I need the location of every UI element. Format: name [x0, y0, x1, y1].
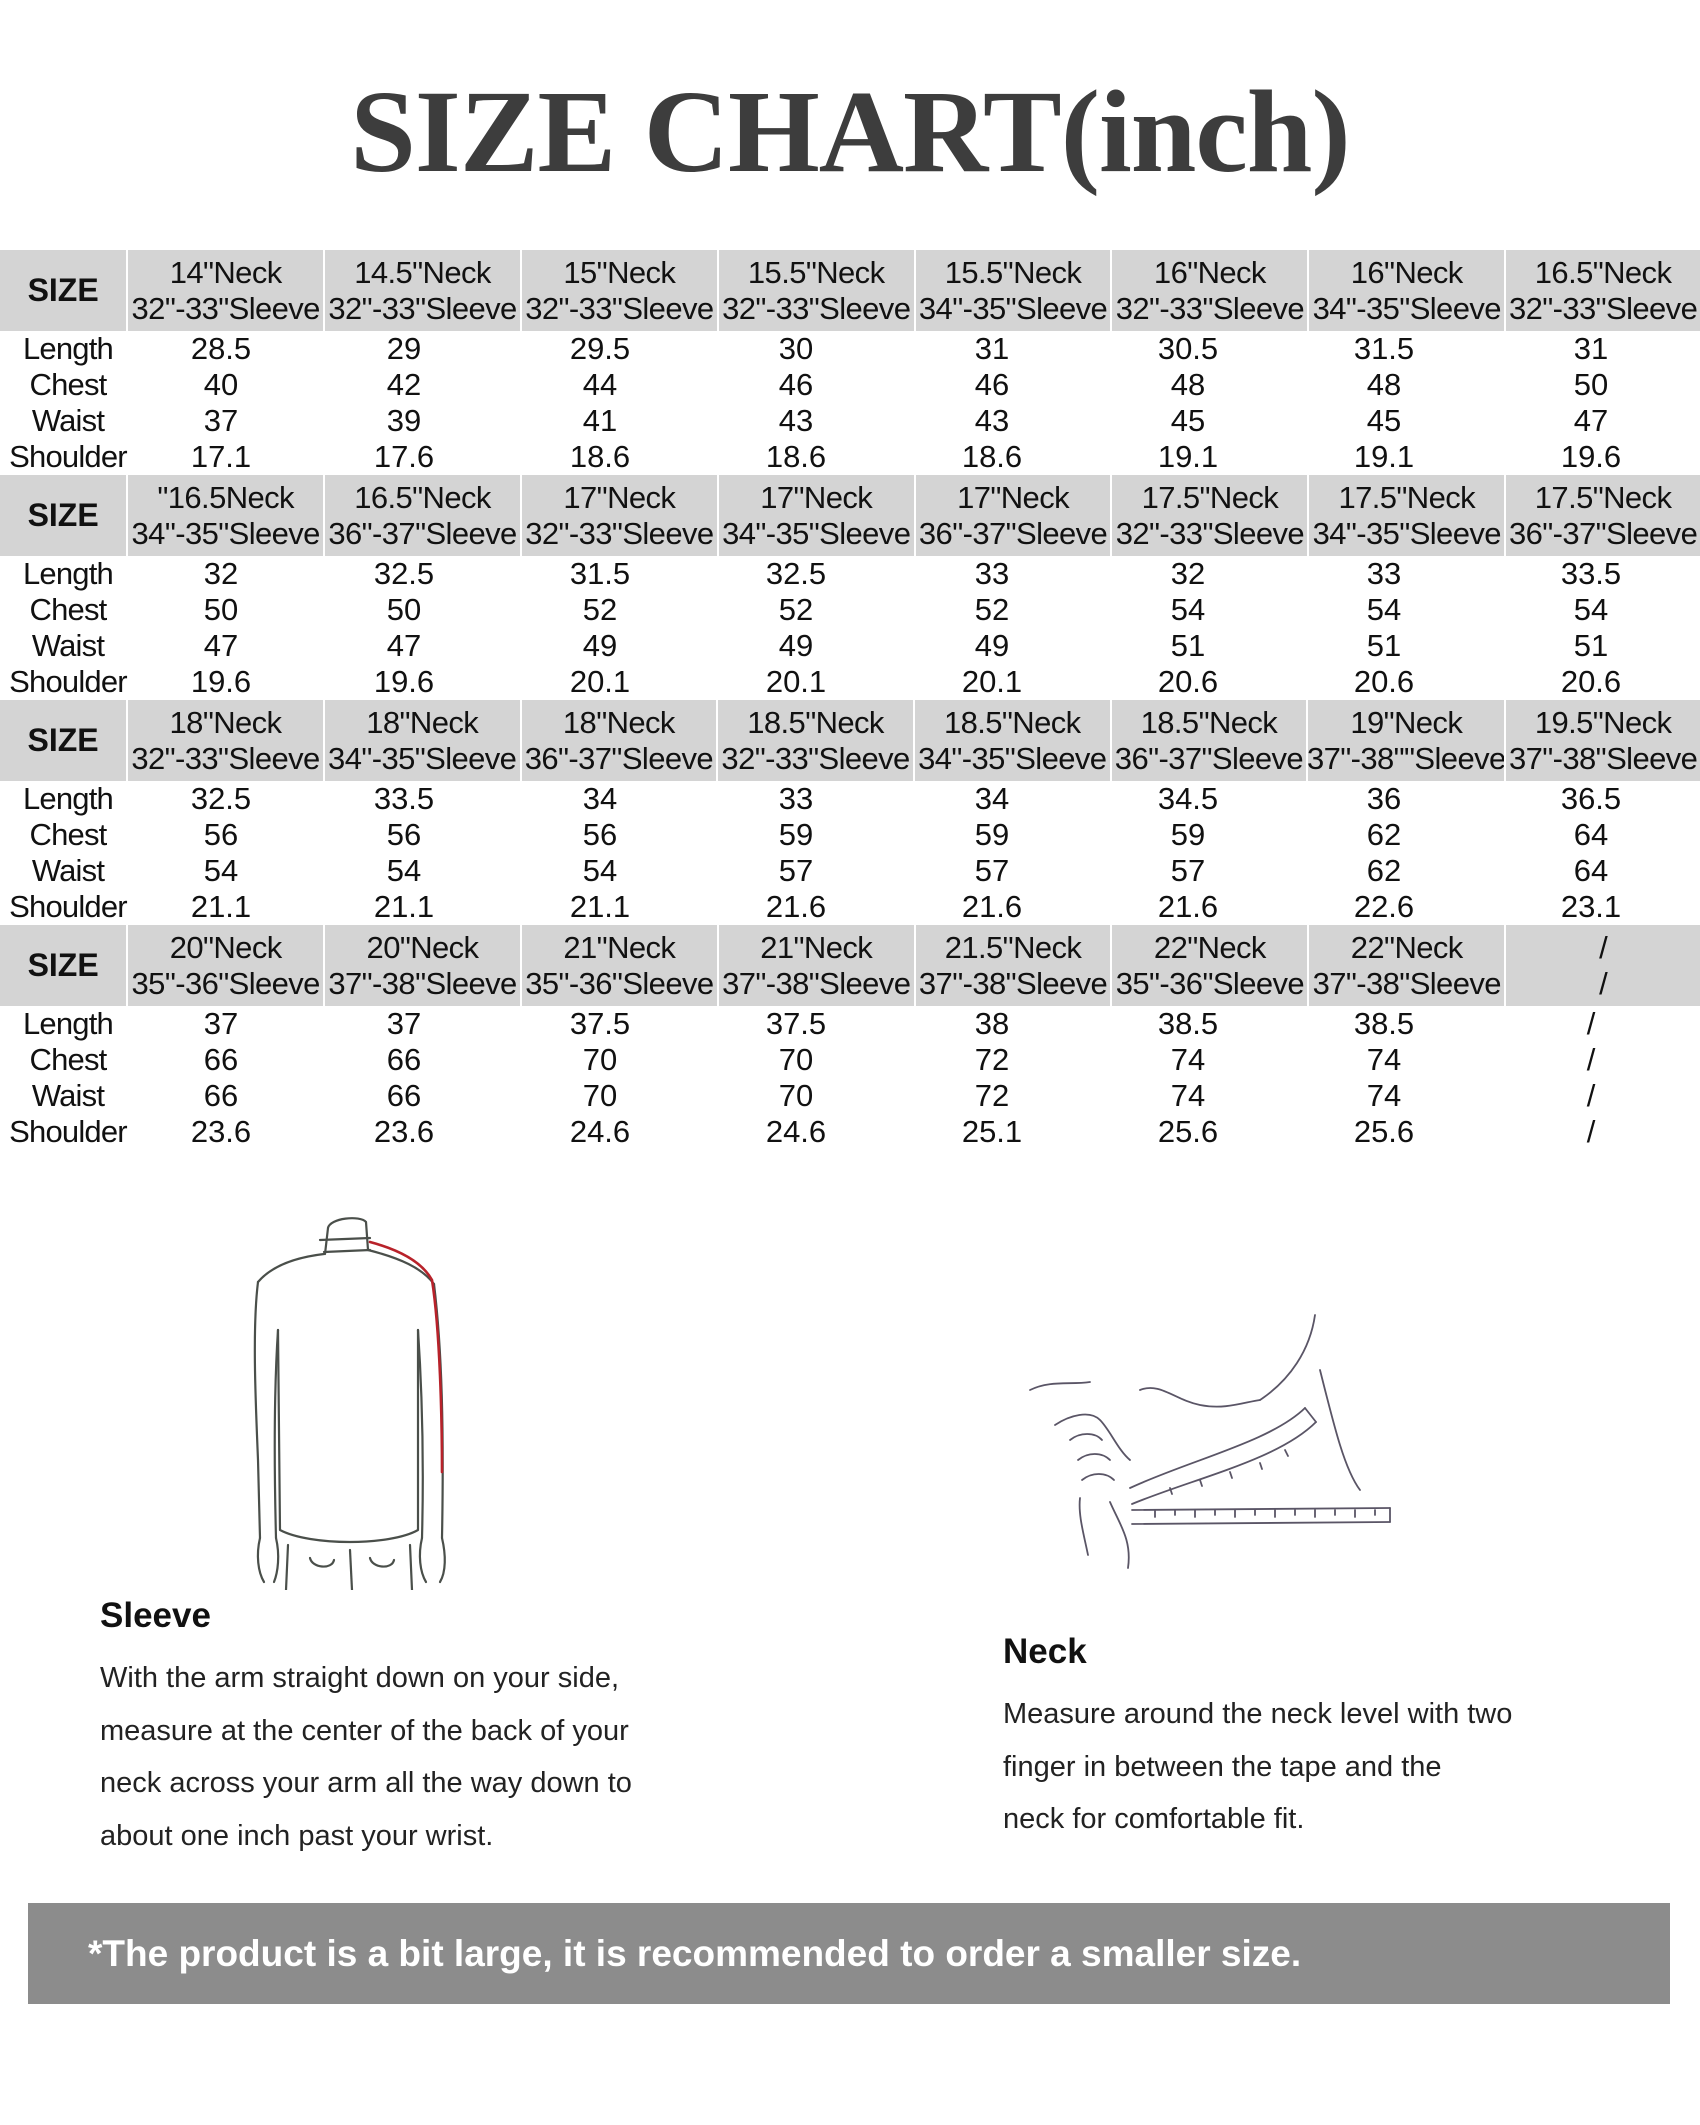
- neck-size: 17.5"Neck: [1141, 479, 1279, 515]
- sleeve-length: 36"-37"Sleeve: [524, 740, 714, 776]
- neck-size: "16.5Neck: [157, 479, 294, 515]
- table-cell: 33: [974, 556, 1010, 591]
- table-cell: 23.1: [1560, 889, 1622, 924]
- table-cell: 31: [974, 331, 1010, 366]
- table-cell: 52: [778, 592, 814, 627]
- table-cell: 64: [1573, 853, 1609, 888]
- size-recommendation-banner: [28, 1903, 1670, 2004]
- table-cell: 37.5: [765, 1006, 827, 1041]
- table-cell: 19.1: [1157, 439, 1219, 474]
- size-header-cell: [1307, 475, 1504, 556]
- table-cell: 41: [582, 403, 618, 438]
- table-cell: 48: [1366, 367, 1402, 402]
- size-header-cell: [1504, 475, 1700, 556]
- sleeve-length: 32"-33"Sleeve: [131, 740, 320, 776]
- size-chart-table: [0, 250, 1700, 1150]
- measurement-row-shoulder: [0, 889, 1700, 925]
- table-cell: 52: [974, 592, 1010, 627]
- sleeve-length: 32"-33"Sleeve: [525, 515, 714, 551]
- measurement-row-waist: [0, 853, 1700, 889]
- neck-size: 18.5"Neck: [943, 704, 1081, 740]
- table-cell: 36: [1366, 781, 1402, 816]
- sleeve-length: 34"-35"Sleeve: [131, 515, 320, 551]
- page-title: SIZE CHART(inch): [350, 66, 1350, 197]
- size-header-cell: [323, 250, 520, 331]
- table-cell: 54: [203, 853, 239, 888]
- sleeve-length: 37"-38"Sleeve: [918, 965, 1108, 1001]
- neck-size: 16"Neck: [1350, 254, 1463, 290]
- neck-size: 14"Neck: [169, 254, 282, 290]
- table-cell: 17.6: [373, 439, 435, 474]
- row-label: Length: [22, 556, 114, 591]
- sleeve-description-line: measure at the center of the back of your: [100, 1714, 629, 1747]
- table-cell: 39: [386, 403, 422, 438]
- neck-measurement-illustration: [960, 1310, 1460, 1600]
- table-cell: 50: [203, 592, 239, 627]
- table-cell: 49: [974, 628, 1010, 663]
- table-cell: 51: [1366, 628, 1402, 663]
- row-label: Waist: [31, 1078, 105, 1113]
- measurement-row-waist: [0, 628, 1700, 664]
- size-header-cell: [323, 475, 520, 556]
- table-cell: 17.1: [190, 439, 252, 474]
- table-cell: 37.5: [569, 1006, 631, 1041]
- size-header-cell: [1306, 700, 1504, 781]
- table-cell: /: [1586, 1114, 1596, 1149]
- table-cell: 23.6: [190, 1114, 252, 1149]
- sleeve-length: 35"-36"Sleeve: [1115, 965, 1305, 1001]
- table-cell: /: [1586, 1006, 1596, 1041]
- size-header-cell: [126, 475, 323, 556]
- table-cell: 33.5: [373, 781, 435, 816]
- table-cell: 18.6: [765, 439, 827, 474]
- table-cell: 56: [203, 817, 239, 852]
- row-label: Length: [22, 1006, 114, 1041]
- sleeve-description-line: With the arm straight down on your side,: [100, 1662, 620, 1694]
- table-cell: 45: [1170, 403, 1206, 438]
- neck-size: 17.5"Neck: [1534, 479, 1672, 515]
- table-cell: 19.6: [190, 664, 252, 699]
- size-header-row: [0, 700, 1700, 781]
- table-cell: 56: [386, 817, 422, 852]
- sleeve-length: 32"-33"Sleeve: [1508, 290, 1698, 326]
- table-cell: 57: [778, 853, 814, 888]
- table-cell: /: [1586, 1042, 1596, 1077]
- neck-size: 16.5"Neck: [354, 479, 491, 515]
- size-header-cell: [323, 700, 520, 781]
- size-header-cell: [1110, 700, 1307, 781]
- size-label: SIZE: [27, 947, 99, 983]
- sleeve-length: 36"-37"Sleeve: [1508, 515, 1698, 551]
- table-cell: 66: [386, 1042, 422, 1077]
- table-cell: 54: [1366, 592, 1402, 627]
- size-recommendation-note: *The product is a bit large, it is recommended to order a smaller size.: [88, 1932, 1302, 1974]
- row-label: Waist: [31, 403, 105, 438]
- table-cell: 59: [1170, 817, 1206, 852]
- measurement-row-waist: [0, 1078, 1700, 1114]
- table-cell: 33.5: [1560, 556, 1622, 591]
- size-header-cell: [126, 700, 323, 781]
- sleeve-length: 37"-38"Sleeve: [328, 965, 517, 1001]
- size-header-cell: [1504, 250, 1700, 331]
- table-cell: 20.1: [961, 664, 1023, 699]
- neck-size: 15"Neck: [563, 254, 676, 290]
- table-cell: 43: [974, 403, 1010, 438]
- table-cell: 18.6: [569, 439, 631, 474]
- row-label: Shoulder: [9, 664, 127, 699]
- measurement-row-chest: [0, 1042, 1700, 1078]
- table-cell: 23.6: [373, 1114, 435, 1149]
- table-cell: 47: [1573, 403, 1609, 438]
- table-cell: 25.6: [1157, 1114, 1219, 1149]
- table-cell: 57: [974, 853, 1010, 888]
- table-cell: 42: [386, 367, 422, 402]
- table-cell: 54: [582, 853, 618, 888]
- neck-size: 18"Neck: [169, 704, 282, 740]
- table-cell: 46: [778, 367, 814, 402]
- table-cell: 20.6: [1560, 664, 1622, 699]
- neck-size: 21"Neck: [760, 929, 873, 965]
- size-header-cell: [717, 250, 914, 331]
- table-cell: 51: [1573, 628, 1609, 663]
- row-label: Shoulder: [9, 1114, 127, 1149]
- table-cell: 52: [582, 592, 618, 627]
- row-label: Shoulder: [9, 889, 127, 924]
- row-label: Chest: [29, 817, 107, 852]
- table-cell: 30.5: [1157, 331, 1219, 366]
- size-header-cell: [520, 925, 717, 1006]
- table-cell: 62: [1366, 817, 1402, 852]
- table-cell: 37: [203, 403, 239, 438]
- table-cell: 66: [203, 1078, 239, 1113]
- table-cell: 48: [1170, 367, 1206, 402]
- table-cell: 34: [582, 781, 618, 816]
- table-cell: 66: [203, 1042, 239, 1077]
- table-cell: 72: [974, 1078, 1010, 1113]
- sleeve-description-line: neck across your arm all the way down to: [100, 1767, 632, 1799]
- table-cell: 30: [778, 331, 814, 366]
- size-block: [0, 925, 1700, 1150]
- row-label: Length: [22, 781, 114, 816]
- measurement-row-chest: [0, 817, 1700, 853]
- size-header-row: [0, 475, 1700, 556]
- size-header-cell: [914, 475, 1111, 556]
- table-cell: 32.5: [190, 781, 252, 816]
- sleeve-length: 37"-38"Sleeve: [1312, 965, 1501, 1001]
- neck-heading: Neck: [1003, 1632, 1087, 1671]
- table-cell: 62: [1366, 853, 1402, 888]
- sleeve-length: 34"-35"Sleeve: [328, 740, 517, 776]
- table-cell: 33: [1366, 556, 1402, 591]
- neck-size: 14.5"Neck: [354, 254, 491, 290]
- table-cell: 20.1: [569, 664, 631, 699]
- table-cell: 74: [1170, 1042, 1206, 1077]
- size-header-cell: [126, 925, 323, 1006]
- sleeve-length: 37"-38""Sleeve: [1306, 740, 1506, 776]
- table-cell: 32: [1170, 556, 1206, 591]
- size-header-cell: [914, 925, 1111, 1006]
- sleeve-length: 36"-37"Sleeve: [328, 515, 517, 551]
- table-cell: 46: [974, 367, 1010, 402]
- sleeve-length: /: [1599, 965, 1608, 1001]
- table-cell: 66: [386, 1078, 422, 1113]
- size-header-cell: [1504, 925, 1700, 1006]
- measurement-row-waist: [0, 403, 1700, 439]
- sleeve-length: 32"-33"Sleeve: [328, 290, 517, 326]
- neck-size: 18"Neck: [366, 704, 479, 740]
- table-cell: 49: [778, 628, 814, 663]
- measurement-row-length: [0, 781, 1700, 817]
- measurement-row-chest: [0, 592, 1700, 628]
- sleeve-length: 37"-38"Sleeve: [722, 965, 911, 1001]
- table-cell: 32: [203, 556, 239, 591]
- sleeve-length: 34"-35"Sleeve: [1312, 290, 1501, 326]
- neck-description-line: finger in between the tape and the: [1003, 1750, 1442, 1783]
- table-cell: 31: [1573, 331, 1609, 366]
- sleeve-length: 34"-35"Sleeve: [722, 515, 911, 551]
- neck-size: 18"Neck: [562, 704, 675, 740]
- size-block: [0, 250, 1700, 475]
- neck-size: 22"Neck: [1350, 929, 1463, 965]
- table-cell: 29.5: [569, 331, 631, 366]
- sleeve-description-line: about one inch past your wrist.: [100, 1819, 494, 1852]
- table-cell: 21.6: [961, 889, 1023, 924]
- table-cell: 57: [1170, 853, 1206, 888]
- neck-size: 16"Neck: [1153, 254, 1266, 290]
- table-cell: 64: [1573, 817, 1609, 852]
- sleeve-heading: Sleeve: [100, 1596, 211, 1635]
- table-cell: 50: [386, 592, 422, 627]
- table-cell: 21.6: [1157, 889, 1219, 924]
- table-cell: 22.6: [1353, 889, 1415, 924]
- table-cell: 44: [582, 367, 618, 402]
- table-cell: 40: [203, 367, 239, 402]
- size-header-cell: [717, 925, 914, 1006]
- row-label: Length: [22, 331, 114, 366]
- row-label: Waist: [31, 628, 105, 663]
- table-cell: 32.5: [765, 556, 827, 591]
- size-header-row: [0, 250, 1700, 331]
- table-cell: 50: [1573, 367, 1609, 402]
- size-block: [0, 700, 1700, 925]
- row-label: Chest: [29, 592, 107, 627]
- sleeve-length: 32"-33"Sleeve: [1115, 290, 1305, 326]
- neck-size: 22"Neck: [1153, 929, 1266, 965]
- table-cell: 32.5: [373, 556, 435, 591]
- size-header-cell: [520, 700, 717, 781]
- sleeve-length: 37"-38"Sleeve: [1508, 740, 1698, 776]
- table-cell: 25.1: [961, 1114, 1023, 1149]
- size-label: SIZE: [27, 722, 99, 758]
- sleeve-length: 35"-36"Sleeve: [131, 965, 320, 1001]
- measurement-row-shoulder: [0, 664, 1700, 700]
- table-cell: 28.5: [190, 331, 252, 366]
- sleeve-length: 32"-33"Sleeve: [525, 290, 714, 326]
- table-cell: 38.5: [1353, 1006, 1415, 1041]
- neck-size: 19.5"Neck: [1534, 704, 1672, 740]
- neck-description-line: neck for comfortable fit.: [1003, 1803, 1305, 1835]
- table-cell: 56: [582, 817, 618, 852]
- table-cell: 34.5: [1157, 781, 1219, 816]
- size-header-cell: [1504, 700, 1700, 781]
- row-label: Chest: [29, 367, 107, 402]
- sleeve-length: 32"-33"Sleeve: [1115, 515, 1305, 551]
- neck-size: 21.5"Neck: [944, 929, 1082, 965]
- neck-size: /: [1599, 929, 1608, 965]
- neck-description: [1003, 1688, 1623, 1846]
- sleeve-length: 32"-33"Sleeve: [131, 290, 320, 326]
- sleeve-length: 35"-36"Sleeve: [525, 965, 714, 1001]
- table-cell: /: [1586, 1078, 1596, 1113]
- measurement-row-length: [0, 1006, 1700, 1042]
- sleeve-length: 34"-35"Sleeve: [1312, 515, 1501, 551]
- measurement-row-chest: [0, 367, 1700, 403]
- table-cell: 20.1: [765, 664, 827, 699]
- neck-description-line: Measure around the neck level with two: [1003, 1698, 1513, 1730]
- neck-size: 17"Neck: [957, 479, 1069, 515]
- table-cell: 45: [1366, 403, 1402, 438]
- size-header-cell: [1307, 250, 1504, 331]
- size-label: SIZE: [27, 272, 99, 308]
- table-cell: 31.5: [569, 556, 631, 591]
- neck-size: 20"Neck: [169, 929, 282, 965]
- size-header-cell: [717, 475, 914, 556]
- table-cell: 38.5: [1157, 1006, 1219, 1041]
- table-cell: 24.6: [569, 1114, 631, 1149]
- table-cell: 34: [974, 781, 1010, 816]
- size-header-cell: [520, 475, 717, 556]
- neck-size: 18.5"Neck: [1140, 704, 1278, 740]
- size-label: SIZE: [27, 497, 99, 533]
- table-cell: 18.6: [961, 439, 1023, 474]
- table-cell: 43: [778, 403, 814, 438]
- neck-size: 19"Neck: [1350, 704, 1463, 740]
- sleeve-length: 34"-35"Sleeve: [918, 290, 1108, 326]
- measurement-row-length: [0, 556, 1700, 592]
- measurement-row-shoulder: [0, 1114, 1700, 1150]
- table-cell: 74: [1366, 1042, 1402, 1077]
- table-cell: 70: [778, 1078, 814, 1113]
- table-cell: 31.5: [1353, 331, 1415, 366]
- table-cell: 54: [1170, 592, 1206, 627]
- table-cell: 21.1: [373, 889, 435, 924]
- table-cell: 74: [1366, 1078, 1402, 1113]
- size-header-cell: [1110, 475, 1307, 556]
- table-cell: 54: [1573, 592, 1609, 627]
- neck-size: 17.5"Neck: [1338, 479, 1476, 515]
- table-cell: 70: [582, 1042, 618, 1077]
- table-cell: 20.6: [1353, 664, 1415, 699]
- measurement-row-length: [0, 331, 1700, 367]
- table-cell: 70: [582, 1078, 618, 1113]
- table-cell: 59: [974, 817, 1010, 852]
- neck-size: 15.5"Neck: [747, 254, 885, 290]
- table-cell: 20.6: [1157, 664, 1219, 699]
- table-cell: 19.6: [1560, 439, 1622, 474]
- table-cell: 25.6: [1353, 1114, 1415, 1149]
- table-cell: 70: [778, 1042, 814, 1077]
- table-cell: 36.5: [1560, 781, 1622, 816]
- sleeve-length: 32"-33"Sleeve: [721, 740, 910, 776]
- sleeve-description: [100, 1652, 700, 1862]
- row-label: Shoulder: [9, 439, 127, 474]
- table-cell: 37: [203, 1006, 239, 1041]
- row-label: Waist: [31, 853, 105, 888]
- table-cell: 49: [582, 628, 618, 663]
- table-cell: 21.1: [190, 889, 252, 924]
- size-header-cell: [716, 700, 913, 781]
- table-cell: 29: [386, 331, 422, 366]
- table-cell: 54: [386, 853, 422, 888]
- size-header-cell: [1110, 250, 1307, 331]
- sleeve-length: 36"-37"Sleeve: [1114, 740, 1304, 776]
- measurement-row-shoulder: [0, 439, 1700, 475]
- table-cell: 37: [386, 1006, 422, 1041]
- table-cell: 33: [778, 781, 814, 816]
- row-label: Chest: [29, 1042, 107, 1077]
- table-cell: 47: [203, 628, 239, 663]
- table-cell: 59: [778, 817, 814, 852]
- table-cell: 21.1: [569, 889, 631, 924]
- sleeve-length: 36"-37"Sleeve: [918, 515, 1108, 551]
- neck-size: 17"Neck: [563, 479, 676, 515]
- size-header-cell: [914, 250, 1111, 331]
- table-cell: 47: [386, 628, 422, 663]
- neck-size: 20"Neck: [366, 929, 479, 965]
- table-cell: 21.6: [765, 889, 827, 924]
- size-header-cell: [1110, 925, 1307, 1006]
- neck-size: 16.5"Neck: [1534, 254, 1672, 290]
- size-block: [0, 475, 1700, 700]
- size-header-cell: [520, 250, 717, 331]
- sleeve-length: 32"-33"Sleeve: [722, 290, 911, 326]
- size-header-cell: [913, 700, 1110, 781]
- table-cell: 74: [1170, 1078, 1206, 1113]
- neck-size: 17"Neck: [760, 479, 873, 515]
- table-cell: 51: [1170, 628, 1206, 663]
- size-header-row: [0, 925, 1700, 1006]
- neck-size: 21"Neck: [563, 929, 676, 965]
- table-cell: 38: [974, 1006, 1010, 1041]
- neck-size: 18.5"Neck: [747, 704, 884, 740]
- sleeve-measurement-illustration: [160, 1210, 560, 1590]
- size-header-cell: [126, 250, 323, 331]
- sleeve-length: 34"-35"Sleeve: [918, 740, 1107, 776]
- size-header-cell: [323, 925, 520, 1006]
- table-cell: 19.1: [1353, 439, 1415, 474]
- table-cell: 24.6: [765, 1114, 827, 1149]
- neck-size: 15.5"Neck: [944, 254, 1082, 290]
- table-cell: 19.6: [373, 664, 435, 699]
- size-header-cell: [1307, 925, 1504, 1006]
- table-cell: 72: [974, 1042, 1010, 1077]
